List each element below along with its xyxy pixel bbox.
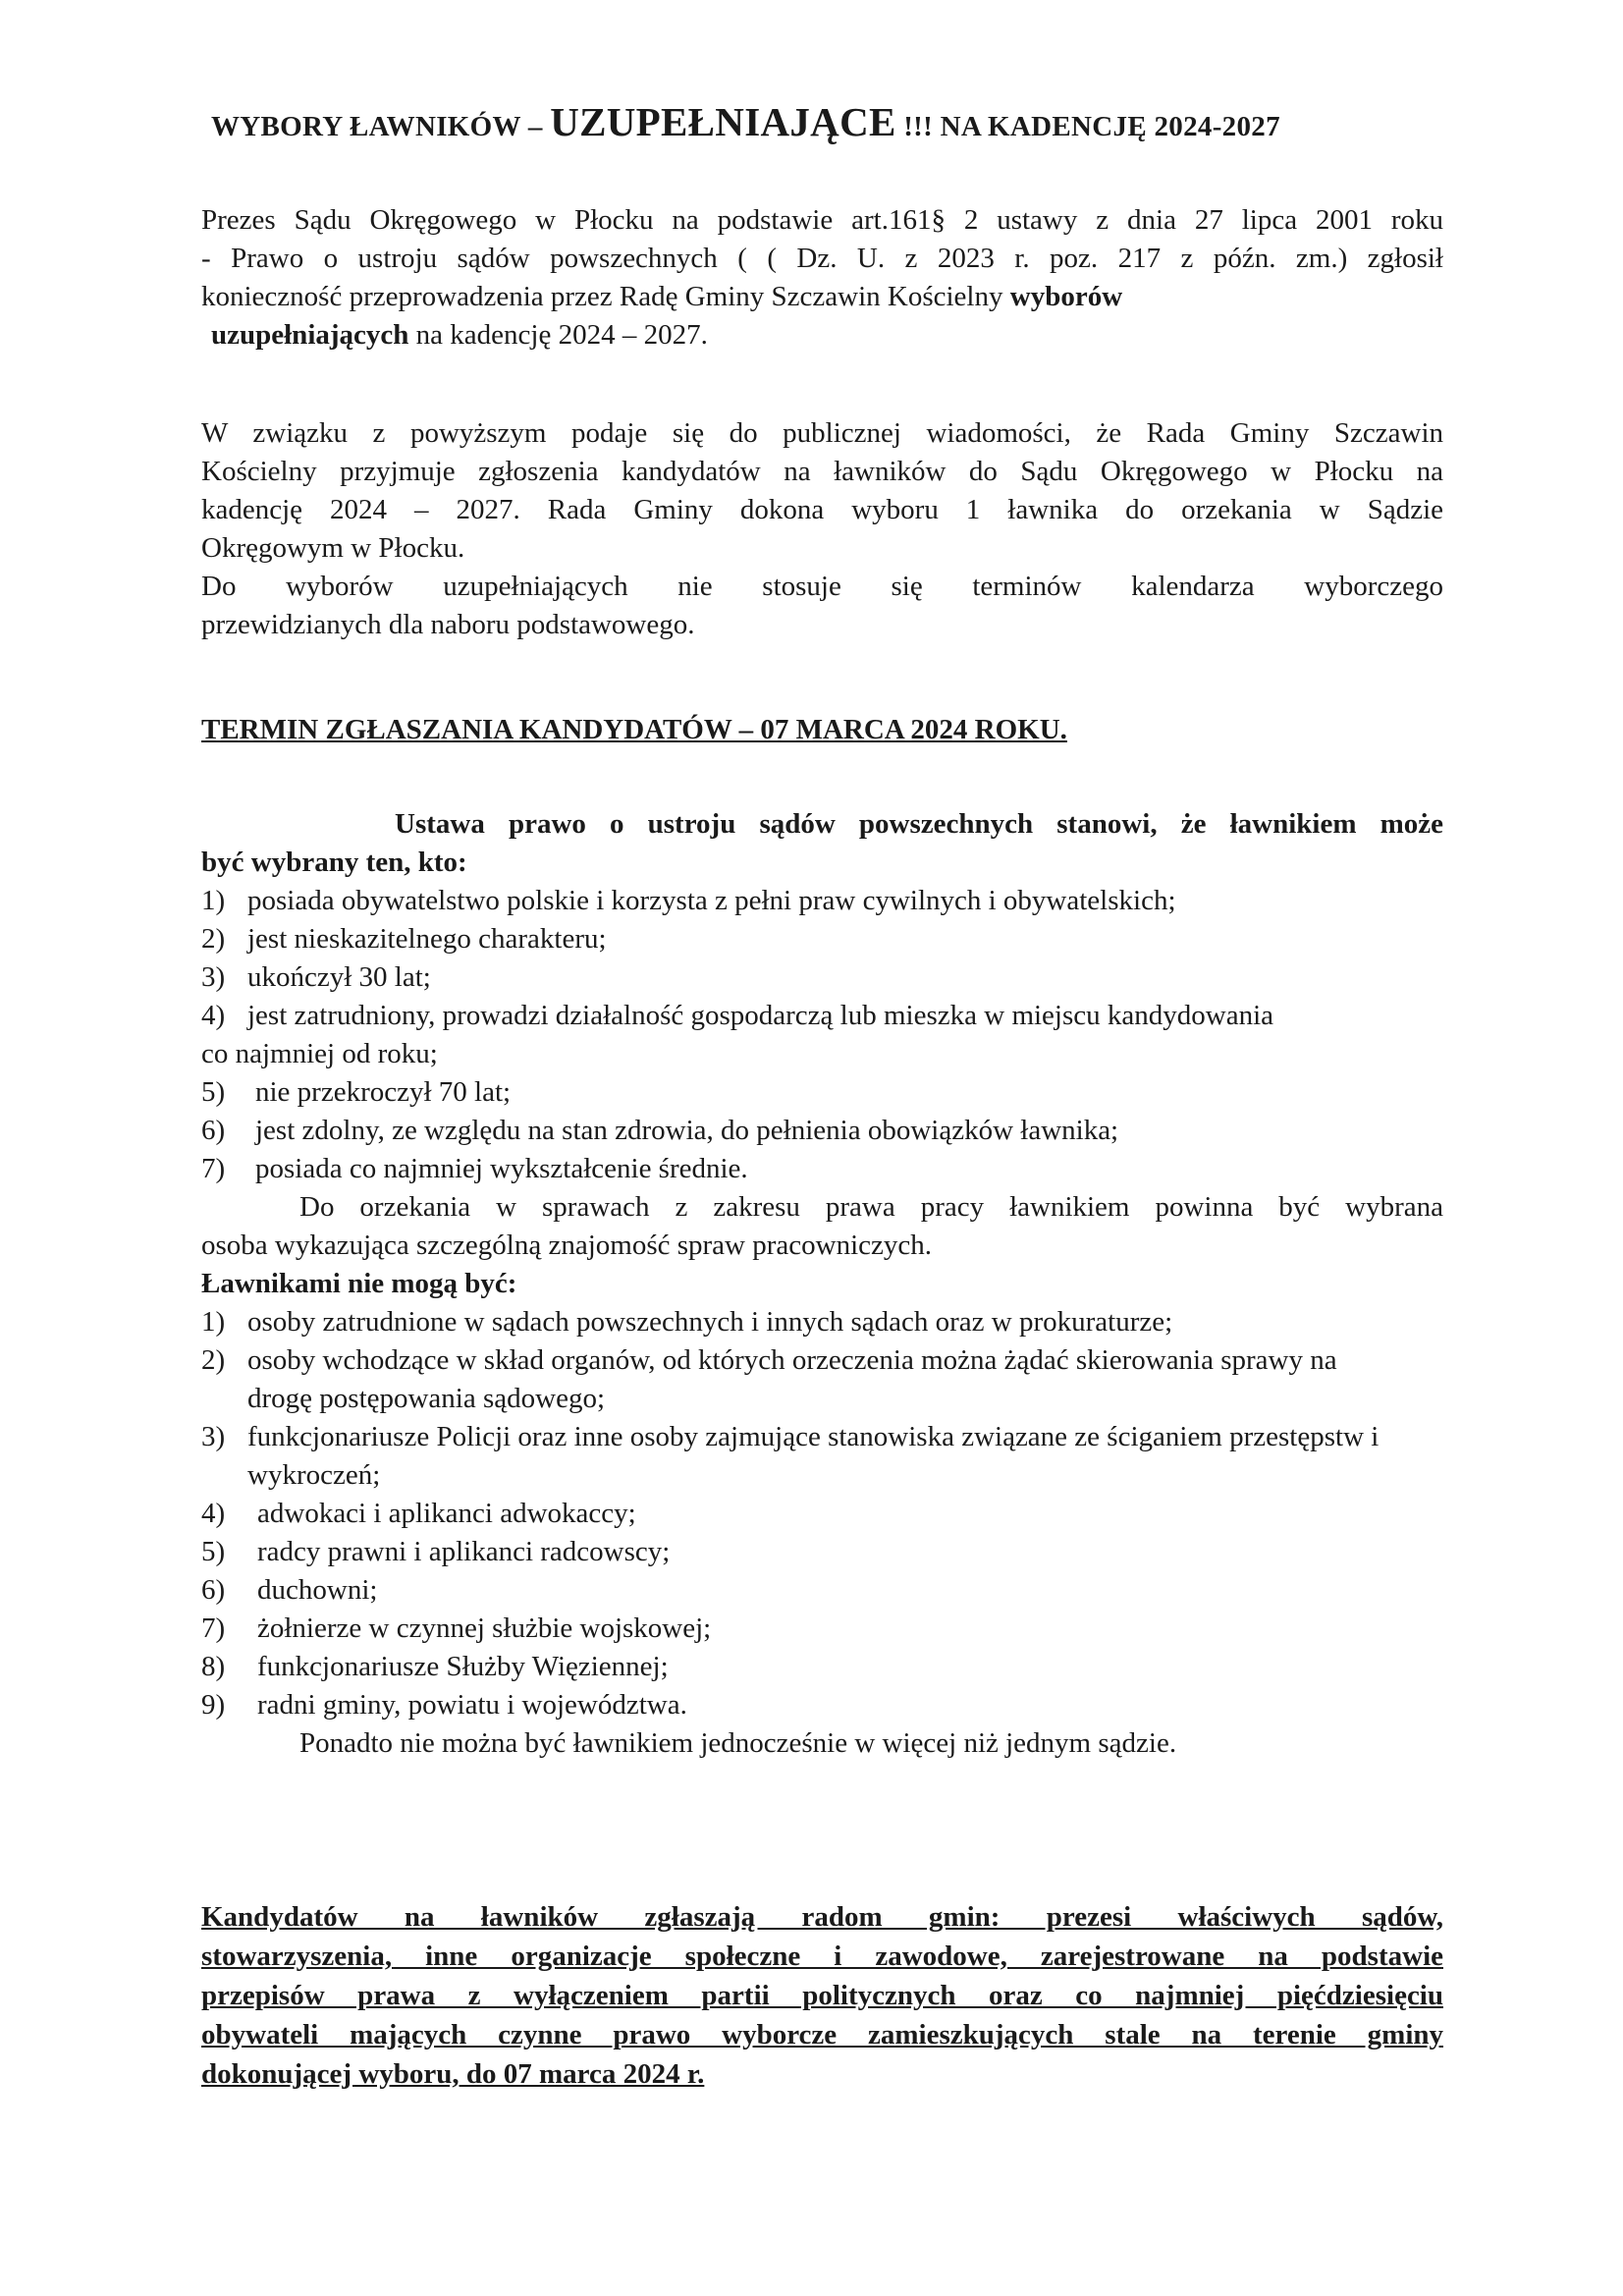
list-item [201,1073,1443,1112]
list-item [201,1571,1443,1610]
list-item-number: 3) [201,961,226,993]
intro-line-3-text: konieczność przeprowadzenia przez Radę Gminy Szczawin Kościelny [201,281,1010,312]
list-item-number: 6) [201,1115,226,1146]
intro-line-2: - Prawo o ustroju sądów powszechnych ( ( Dz. U. z 2023 r. poz. 217 z późn. zm.) zgłosił [201,243,1443,274]
intro-line-3-bold: wyborów [1009,281,1123,312]
list-item-text: osoby wchodzące w skład organów, od których orzeczenia można żądać skierowania sprawy na drogę postępowania sądowego; [247,1344,1337,1414]
final-line-5: dokonującej wyboru, do 07 marca 2024 r. [201,2058,705,2090]
intro-line-1: Prezes Sądu Okręgowego w Płocku na podstawie art.161§ 2 ustawy z dnia 27 lipca 2001 roku [201,204,1443,236]
list-item-text: jest zdolny, ze względu na stan zdrowia, do pełnienia obowiązków ławnika; [255,1115,1119,1146]
list-item-number: 9) [201,1689,226,1721]
list-item-text: jest nieskazitelnego charakteru; [247,923,607,955]
final-line-2: stowarzyszenia, inne organizacje społeczne i zawodowe, zarejestrowane na podstawie [201,1941,1443,1972]
exclusions-list [201,1303,1443,1724]
list-item-number: 7) [201,1153,226,1184]
labor-line-2: osoba wykazująca szczególną znajomość spraw pracowniczych. [201,1230,933,1261]
deadline-heading: TERMIN ZGŁASZANIA KANDYDATÓW – 07 MARCA 2024 ROKU. [201,714,1067,745]
eligibility-heading-line-1: Ustawa prawo o ustroju sądów powszechnych stanowi, że ławnikiem może [395,808,1443,840]
list-item [201,882,1443,920]
eligibility-item-4-continuation: co najmniej od roku; [201,1038,438,1069]
labor-line-1: Do orzekania w sprawach z zakresu prawa pracy ławnikiem powinna być wybrana [299,1191,1443,1223]
final-line-1: Kandydatów na ławników zgłaszają radom gmin: prezesi właściwych sądów, [201,1901,1443,1933]
announcement-line-2: Kościelny przyjmuje zgłoszenia kandydatów na ławników do Sądu Okręgowego w Płocku na [201,456,1443,487]
title-part-1: WYBORY ŁAWNIKÓW – [211,111,551,142]
list-item [201,958,1443,997]
list-item-text: duchowni; [257,1574,378,1606]
list-item [201,1150,1443,1188]
list-item-number: 5) [201,1076,226,1108]
eligibility-list [201,882,1443,1035]
eligibility-section [201,805,1443,1763]
list-item-text: ukończył 30 lat; [247,961,431,993]
additional-restriction: Ponadto nie można być ławnikiem jednocześnie w więcej niż jednym sądzie. [299,1727,1177,1759]
list-item [201,1533,1443,1571]
list-item [201,1495,1443,1533]
list-item-number: 2) [201,1344,226,1376]
announcement-line-1: W związku z powyższym podaje się do publicznej wiadomości, że Rada Gminy Szczawin [201,417,1443,449]
list-item-text: posiada obywatelstwo polskie i korzysta z pełni praw cywilnych i obywatelskich; [247,885,1176,916]
announcement-line-3: kadencję 2024 – 2027. Rada Gminy dokona wyboru 1 ławnika do orzekania w Sądzie [201,494,1443,525]
eligibility-list-continued [201,1073,1443,1188]
list-item-text: funkcjonariusze Służby Więziennej; [257,1651,669,1682]
list-item [201,920,1443,958]
list-item [201,1648,1443,1686]
list-item-number: 4) [201,1000,226,1031]
list-item-text: jest zatrudniony, prowadzi działalność gospodarczą lub mieszka w miejscu kandydowania [247,1000,1274,1031]
list-item-text: posiada co najmniej wykształcenie średnie. [255,1153,748,1184]
list-item-number: 8) [201,1651,226,1682]
submission-info-paragraph [201,1897,1443,2094]
intro-line-4-bold: uzupełniających [211,319,409,351]
intro-paragraph [201,201,1443,355]
final-line-4: obywateli mających czynne prawo wyborcze zamieszkujących stale na terenie gminy [201,2019,1443,2050]
title-emphasis: UZUPEŁNIAJĄCE [550,99,896,144]
list-item-number: 5) [201,1536,226,1567]
list-item-text: radcy prawni i aplikanci radcowscy; [257,1536,671,1567]
announcement-line-5: Do wyborów uzupełniających nie stosuje się terminów kalendarza wyborczego [201,571,1443,602]
list-item-text: funkcjonariusze Policji oraz inne osoby zajmujące stanowiska związane ze ściganiem przestępstw i wykroczeń; [247,1421,1380,1491]
intro-line-4 [201,316,1443,355]
announcement-line-4: Okręgowym w Płocku. [201,532,465,564]
list-item-text: osoby zatrudnione w sądach powszechnych i innych sądach oraz w prokuraturze; [247,1306,1173,1338]
list-item-number: 4) [201,1498,226,1529]
list-item [201,997,1443,1035]
list-item-number: 1) [201,885,226,916]
list-item-text: radni gminy, powiatu i województwa. [257,1689,687,1721]
list-item [201,1418,1443,1495]
list-item-text: adwokaci i aplikanci adwokaccy; [257,1498,636,1529]
intro-line-4-text: na kadencję 2024 – 2027. [408,319,708,351]
exclusions-heading: Ławnikami nie mogą być: [201,1268,517,1299]
list-item [201,1341,1443,1418]
announcement-paragraph [201,414,1443,644]
final-line-3: przepisów prawa z wyłączeniem partii politycznych oraz co najmniej pięćdziesięciu [201,1980,1443,2011]
list-item [201,1686,1443,1724]
list-item-number: 1) [201,1306,226,1338]
list-item-number: 6) [201,1574,226,1606]
document-title [211,98,1448,145]
list-item-text: nie przekroczył 70 lat; [255,1076,512,1108]
list-item-number: 2) [201,923,226,955]
eligibility-heading-line-2: być wybrany ten, kto: [201,847,467,878]
list-item [201,1112,1443,1150]
list-item [201,1303,1443,1341]
announcement-line-6: przewidzianych dla naboru podstawowego. [201,609,695,640]
list-item-text: żołnierze w czynnej służbie wojskowej; [257,1613,712,1644]
list-item-number: 7) [201,1613,226,1644]
title-part-3: !!! NA KADENCJĘ 2024-2027 [895,111,1280,142]
list-item-number: 3) [201,1421,226,1452]
intro-line-3 [201,278,1443,316]
list-item [201,1610,1443,1648]
